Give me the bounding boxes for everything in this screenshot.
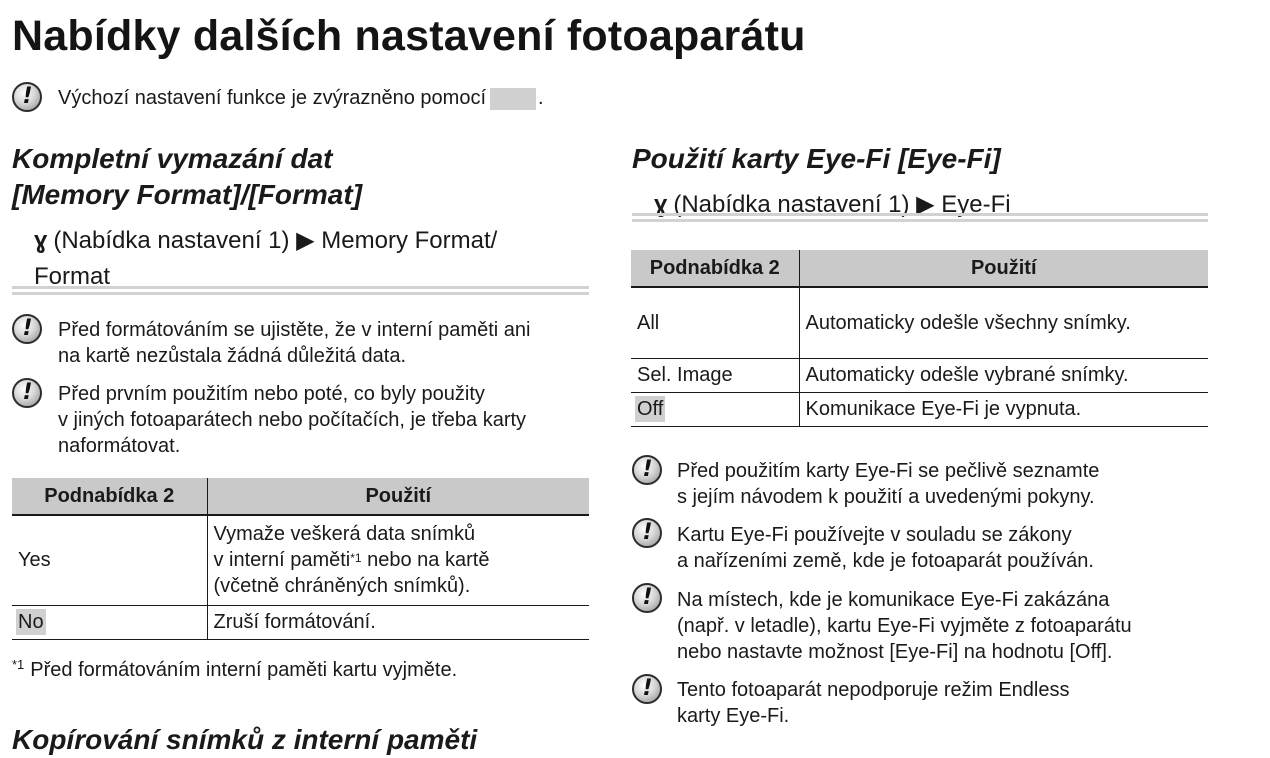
note-eyefi-1 (677, 458, 1099, 510)
option-cell: Sel. Image (631, 358, 799, 392)
default-option-highlight: No (18, 611, 44, 633)
description-cell: Automaticky odešle všechny snímky. (799, 287, 1208, 358)
option-cell: Yes (12, 515, 207, 605)
footnote-text: Před formátováním interní paměti kartu vyjměte. (30, 659, 458, 681)
table-row (12, 515, 589, 605)
note-line: (např. v letadle), kartu Eye-Fi vyjměte z fotoaparátu (677, 615, 1132, 637)
default-note-end: . (538, 87, 544, 109)
menu-path-format-line2: Format (34, 263, 111, 290)
caution-icon: ! (632, 583, 662, 613)
note-line: Před formátováním se ujistěte, že v interní paměti ani (58, 319, 531, 341)
wrench-icon: ɣ (34, 227, 48, 254)
note-format-2 (58, 381, 526, 459)
description-line: (včetně chráněných snímků). (213, 575, 471, 598)
menu-path-eyefi-text: (Nabídka nastavení 1) ▶ Eye-Fi (673, 191, 1011, 218)
caution-icon: ! (12, 378, 42, 408)
table-row (12, 605, 589, 639)
note-line: s jejím návodem k použití a uvedenými pokyny. (677, 486, 1095, 508)
table-header: Použití (207, 478, 589, 515)
wrench-icon: ɣ (654, 191, 668, 218)
default-note-text: Výchozí nastavení funkce je zvýrazněno pomocí (58, 87, 487, 109)
section-title-format-line1: Kompletní vymazání dat (12, 143, 333, 174)
note-line: nebo nastavte možnost [Eye-Fi] na hodnotu [Off]. (677, 641, 1113, 663)
default-option-highlight: Off (637, 398, 664, 420)
description-line: v interní paměti (213, 549, 351, 572)
table-row (631, 287, 1208, 358)
option-cell (12, 605, 207, 639)
note-format-1 (58, 317, 530, 369)
highlight-swatch (490, 88, 536, 110)
note-line: Před použitím karty Eye-Fi se pečlivě seznamte (677, 460, 1100, 482)
footnote-mark: *1 (12, 657, 25, 672)
caution-icon: ! (12, 82, 42, 112)
note-eyefi-2 (677, 522, 1094, 574)
description-line: nebo na kartě (361, 549, 490, 572)
section-title-eyefi: Použití karty Eye-Fi [Eye-Fi] (632, 143, 1001, 174)
note-line: Před prvním použitím nebo poté, co byly použity (58, 383, 485, 405)
section-title-copy: Kopírování snímků z interní paměti (12, 724, 478, 755)
note-line: a nařízeními země, kde je fotoaparát používán. (677, 550, 1094, 572)
eyefi-table (631, 250, 1208, 427)
option-cell (631, 392, 799, 426)
page-title: Nabídky dalších nastavení fotoaparátu (12, 12, 806, 60)
caution-icon: ! (632, 674, 662, 704)
table-header: Podnabídka 2 (631, 250, 799, 287)
option-cell: All (631, 287, 799, 358)
note-line: Tento fotoaparát nepodporuje režim Endless (677, 679, 1070, 701)
section-title-format (12, 141, 362, 213)
caution-icon: ! (632, 518, 662, 548)
table-header: Podnabídka 2 (12, 478, 207, 515)
note-line: Kartu Eye-Fi používejte v souladu se zákony (677, 524, 1072, 546)
table-row (631, 392, 1208, 426)
format-table (12, 478, 589, 640)
note-eyefi-4 (677, 677, 1069, 729)
default-note (58, 85, 544, 111)
footnote (12, 659, 457, 682)
description-cell: Komunikace Eye-Fi je vypnuta. (799, 392, 1208, 426)
note-line: na kartě nezůstala žádná důležitá data. (58, 345, 407, 367)
note-line: v jiných fotoaparátech nebo počítačích, je třeba karty (58, 409, 527, 431)
footnote-ref: *1 (350, 551, 362, 566)
description-cell (207, 515, 589, 605)
note-line: naformátovat. (58, 435, 181, 457)
section-title-format-line2: [Memory Format]/[Format] (12, 179, 363, 210)
menu-path-format (34, 223, 497, 259)
table-header-row (12, 478, 589, 515)
note-line: Na místech, kde je komunikace Eye-Fi zakázána (677, 589, 1110, 611)
description-cell: Automaticky odešle vybrané snímky. (799, 358, 1208, 392)
description-cell: Zruší formátování. (207, 605, 589, 639)
table-header: Použití (799, 250, 1208, 287)
caution-icon: ! (632, 455, 662, 485)
section-rule (632, 213, 1208, 222)
menu-path-format-line1: (Nabídka nastavení 1) ▶ Memory Format/ (53, 227, 498, 254)
section-rule (12, 286, 589, 295)
caution-icon: ! (12, 314, 42, 344)
table-header-row (631, 250, 1208, 287)
table-row (631, 358, 1208, 392)
description-line: Vymaže veškerá data snímků (213, 523, 476, 546)
note-line: karty Eye-Fi. (677, 705, 790, 727)
note-eyefi-3 (677, 587, 1132, 665)
